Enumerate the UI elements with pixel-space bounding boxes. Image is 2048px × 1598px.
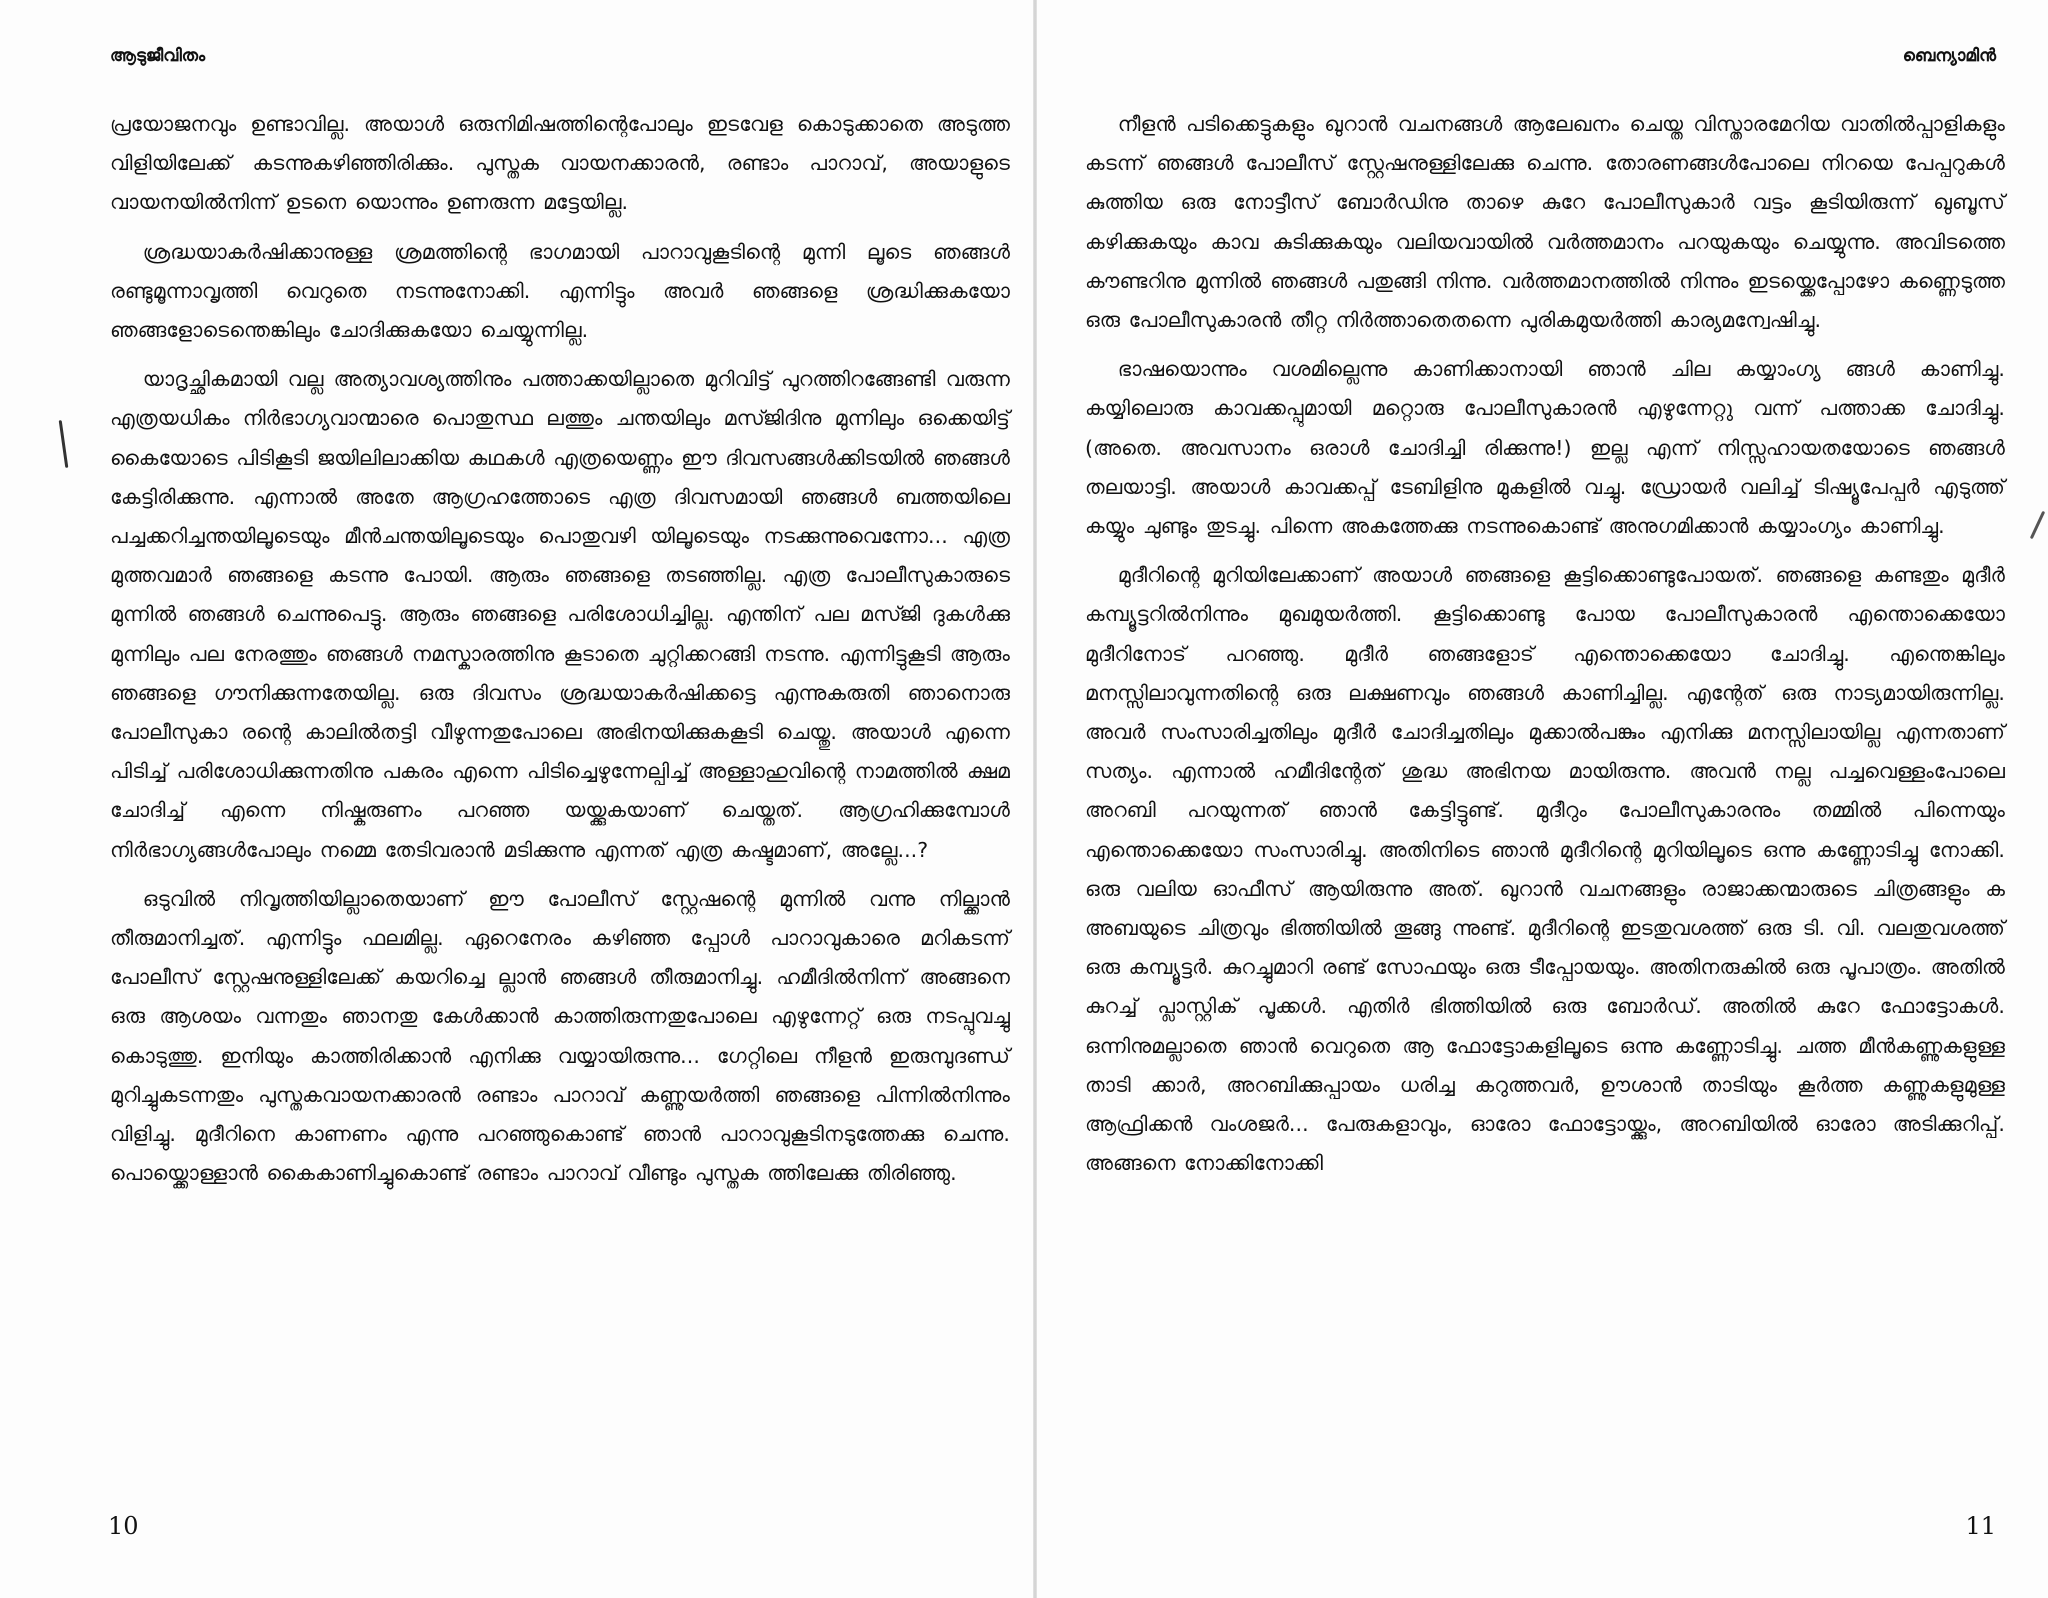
right-paragraph-2: ഭാഷയൊന്നും വശമില്ലെന്നു കാണിക്കാനായി ഞാൻ ചില കയ്യാംഗ്യ ങ്ങൾ കാണിച്ചു. കയ്യിലൊരു കാവക്കപ്പുമായി മറ്റൊരു പോലീസുകാരൻ എഴുന്നേറ്റു വന്ന് പത്താക്ക ചോദിച്ചു. (അതെ. അവസാനം ഒരാൾ ചോദിച്ചി രിക്കുന്നു!) ഇല്ല എന്ന് നിസ്സഹായതയോടെ ഞങ്ങൾ തലയാട്ടി. അയാൾ കാവക്കപ്പ് ടേബിളിനു മുകളിൽ വച്ചു. ഡ്രോയർ വലിച്ച് ടിഷ്യൂപേപ്പർ എടുത്ത് കയ്യും ചുണ്ടും തുടച്ചു. പിന്നെ അകത്തേക്കു നടന്നുകൊണ്ട് അനുഗമിക്കാൻ കയ്യാംഗ്യം കാണിച്ചു. [1085,357,2005,539]
right-paragraph-1: നീളൻ പടിക്കെട്ടുകളും ഖുറാൻ വചനങ്ങൾ ആലേഖനം ചെയ്ത വിസ്താരമേറിയ വാതിൽപ്പാളികളും കടന്ന് ഞങ്ങൾ പോലീസ് സ്റ്റേഷനുള്ളിലേക്കു ചെന്നു. തോരണങ്ങൾപോലെ നിറയെ പേപ്പറുകൾ കുത്തിയ ഒരു നോട്ടീസ് ബോർഡിനു താഴെ കുറേ പോലീസുകാർ വട്ടം കൂടിയിരുന്ന് ഖുബൂസ് കഴിക്കുകയും കാവ കുടിക്കുകയും വലിയവായിൽ വർത്തമാനം പറയുകയും ചെയ്യുന്നു. അവിടത്തെ കൗണ്ടറിനു മുന്നിൽ ഞങ്ങൾ പതുങ്ങി നിന്നു. വർത്തമാനത്തിൽ നിന്നും ഇടയ്ക്കെപ്പോഴോ കണ്ണെടുത്ത ഒരു പോലീസുകാരൻ തീറ്റ നിർത്താതെതന്നെ പുരികമുയർത്തി കാര്യമന്വേഷിച്ചു. [1085,112,2005,333]
left-paragraph-2: ശ്രദ്ധയാകർഷിക്കാനുള്ള ശ്രമത്തിന്റെ ഭാഗമായി പാറാവുകൂടിന്റെ മുന്നി ലൂടെ ഞങ്ങൾ രണ്ടുമൂന്നാവൃത്തി വെറുതെ നടന്നുനോക്കി. എന്നിട്ടും അവർ ഞങ്ങളെ ശ്രദ്ധിക്കുകയോ ഞങ്ങളോടെന്തെങ്കിലും ചോദിക്കുകയോ ചെയ്യുന്നില്ല. [110,239,1010,343]
left-paragraph-3: യാദൃച്ഛികമായി വല്ല അത്യാവശ്യത്തിനും പത്താക്കയില്ലാതെ മുറിവിട്ട് പുറത്തിറങ്ങേണ്ടി വരുന്ന എത്രയധികം നിർഭാഗ്യവാന്മാരെ പൊതുസ്ഥ ലത്തും ചന്തയിലും മസ്ജിദിനു മുന്നിലും ഒക്കെയിട്ട് കൈയോടെ പിടികൂടി ജയിലിലാക്കിയ കഥകൾ എത്രയെണ്ണം ഈ ദിവസങ്ങൾക്കിടയിൽ ഞങ്ങൾ കേട്ടിരിക്കുന്നു. എന്നാൽ അതേ ആഗ്രഹത്തോടെ എത്ര ദിവസമായി ഞങ്ങൾ ബത്തയിലെ പച്ചക്കറിച്ചന്തയിലൂടെയും മീൻചന്തയിലൂടെയും പൊതുവഴി യിലൂടെയും നടക്കുന്നുവെന്നോ... എത്ര മുത്തവമാർ ഞങ്ങളെ കടന്നു പോയി. ആരും ഞങ്ങളെ തടഞ്ഞില്ല. എത്ര പോലീസുകാരുടെ മുന്നിൽ ഞങ്ങൾ ചെന്നുപെട്ടു. ആരും ഞങ്ങളെ പരിശോധിച്ചില്ല. എന്തിന് പല മസ്ജി ദുകൾക്കു മുന്നിലും പല നേരത്തും ഞങ്ങൾ നമസ്കാരത്തിനു കൂടാതെ ചുറ്റിക്കറങ്ങി നടന്നു. എന്നിട്ടുകൂടി ആരും ഞങ്ങളെ ഗൗനിക്കുന്നതേയില്ല. ഒരു ദിവസം ശ്രദ്ധയാകർഷിക്കട്ടെ എന്നുകരുതി ഞാനൊരു പോലീസുകാ രന്റെ കാലിൽതട്ടി വീഴുന്നതുപോലെ അഭിനയിക്കുകകൂടി ചെയ്തു. അയാൾ എന്നെ പിടിച്ച് പരിശോധിക്കുന്നതിനു പകരം എന്നെ പിടിച്ചെഴുന്നേല്പിച്ച് അള്ളാഹുവിന്റെ നാമത്തിൽ ക്ഷമ ചോദിച്ച് എന്നെ നിഷ്കരുണം പറഞ്ഞ യയ്ക്കുകയാണ് ചെയ്തത്. ആഗ്രഹിക്കുമ്പോൾ നിർഭാഗ്യങ്ങൾപോലും നമ്മെ തേടിവരാൻ മടിക്കുന്നു എന്നത് എത്ര കഷ്ടമാണ്, അല്ലേ...? [110,367,1010,862]
right-page [1037,0,2048,1598]
right-text-block [1085,105,2005,1193]
right-running-head: ബെന്യാമിൻ [1902,46,1996,66]
right-page-number: 11 [1965,1512,1996,1540]
left-text-block [110,105,1010,1203]
left-running-head: ആടുജീവിതം [110,46,206,66]
left-page-number: 10 [108,1512,139,1540]
right-paragraph-3: മുദീറിന്റെ മുറിയിലേക്കാണ് അയാൾ ഞങ്ങളെ കൂട്ടിക്കൊണ്ടുപോയത്. ഞങ്ങളെ കണ്ടതും മുദീർ കമ്പ്യൂട്ടറിൽനിന്നും മുഖമുയർത്തി. കൂട്ടിക്കൊണ്ടു പോയ പോലീസുകാരൻ എന്തൊക്കെയോ മുദീറിനോട് പറഞ്ഞു. മുദീർ ഞങ്ങളോട് എന്തൊക്കെയോ ചോദിച്ചു. എന്തെങ്കിലും മനസ്സിലാവുന്നതിന്റെ ഒരു ലക്ഷണവും ഞങ്ങൾ കാണിച്ചില്ല. എന്റേത് ഒരു നാട്യമായിരുന്നില്ല. അവർ സംസാരിച്ചതിലും മുദീർ ചോദിച്ചതിലും മുക്കാൽപങ്കും എനിക്കു മനസ്സിലായില്ല എന്നതാണ് സത്യം. എന്നാൽ ഹമീദിന്റേത് ശുദ്ധ അഭിനയ മായിരുന്നു. അവൻ നല്ല പച്ചവെള്ളംപോലെ അറബി പറയുന്നത് ഞാൻ കേട്ടിട്ടുണ്ട്. മുദീറും പോലീസുകാരനും തമ്മിൽ പിന്നെയും എന്തൊക്കെയോ സംസാരിച്ചു. അതിനിടെ ഞാൻ മുദീറിന്റെ മുറിയിലൂടെ ഒന്നു കണ്ണോടിച്ചു നോക്കി. ഒരു വലിയ ഓഫീസ് ആയിരുന്നു അത്. ഖുറാൻ വചനങ്ങളും രാജാക്കന്മാരുടെ ചിത്രങ്ങളും ക അബയുടെ ചിത്രവും ഭിത്തിയിൽ തൂങ്ങു ന്നുണ്ട്. മുദീറിന്റെ ഇടതുവശത്ത് ഒരു ടി. വി. വലതുവശത്ത് ഒരു കമ്പ്യൂട്ടർ. കുറച്ചുമാറി രണ്ട് സോഫയും ഒരു ടീപ്പോയയും. അതിനരുകിൽ ഒരു പൂപാത്രം. അതിൽ കുറച്ച് പ്ലാസ്റ്റിക് പൂക്കൾ. എതിർ ഭിത്തിയിൽ ഒരു ബോർഡ്. അതിൽ കുറേ ഫോട്ടോകൾ. ഒന്നിനുമല്ലാതെ ഞാൻ വെറുതെ ആ ഫോട്ടോകളിലൂടെ ഒന്നു കണ്ണോടിച്ചു. ചത്ത മീൻകണ്ണുകളുള്ള താടി ക്കാർ, അറബിക്കുപ്പായം ധരിച്ച കറുത്തവർ, ഊശാൻ താടിയും കൂർത്ത കണ്ണുകളുമുള്ള ആഫ്രിക്കൻ വംശജർ... പേരുകളാവും, ഓരോ ഫോട്ടോയ്ക്കും, അറബിയിൽ ഓരോ അടിക്കുറിപ്പ്. അങ്ങനെ നോക്കിനോക്കി [1085,563,2005,1176]
left-paragraph-1: പ്രയോജനവും ഉണ്ടാവില്ല. അയാൾ ഒരുനിമിഷത്തിന്റെപോലും ഇടവേള കൊടുക്കാതെ അടുത്ത വിളിയിലേക്ക് കടന്നുകഴിഞ്ഞിരിക്കും. പുസ്തക വായനക്കാരൻ, രണ്ടാം പാറാവ്, അയാളുടെ വായനയിൽനിന്ന് ഉടനെ യൊന്നും ഉണരുന്ന മട്ടേയില്ല. [110,112,1010,215]
pen-mark [59,420,69,468]
left-paragraph-4: ഒടുവിൽ നിവൃത്തിയില്ലാതെയാണ് ഈ പോലീസ് സ്റ്റേഷന്റെ മുന്നിൽ വന്നു നില്ക്കാൻ തീരുമാനിച്ചത്. എന്നിട്ടും ഫലമില്ല. ഏറെനേരം കഴിഞ്ഞ പ്പോൾ പാറാവുകാരെ മറികടന്ന് പോലീസ് സ്റ്റേഷനുള്ളിലേക്ക് കയറിച്ചെ ല്ലാൻ ഞങ്ങൾ തീരുമാനിച്ചു. ഹമീദിൽനിന്ന് അങ്ങനെ ഒരു ആശയം വന്നതും ഞാനതു കേൾക്കാൻ കാത്തിരുന്നതുപോലെ എഴുന്നേറ്റ് ഒരു നടപ്പുവച്ചു കൊടുത്തു. ഇനിയും കാത്തിരിക്കാൻ എനിക്കു വയ്യായിരുന്നു... ഗേറ്റിലെ നീളൻ ഇരുമ്പുദണ്ഡ് മുറിച്ചുകടന്നതും പുസ്തകവായനക്കാരൻ രണ്ടാം പാറാവ് കണ്ണുയർത്തി ഞങ്ങളെ പിന്നിൽനിന്നും വിളിച്ചു. മുദീറിനെ കാണണം എന്നു പറഞ്ഞുകൊണ്ട് ഞാൻ പാറാവുകൂടിനടുത്തേക്കു ചെന്നു. പൊയ്ക്കൊള്ളാൻ കൈകാണിച്ചുകൊണ്ട് രണ്ടാം പാറാവ് വീണ്ടും പുസ്തക ത്തിലേക്കു തിരിഞ്ഞു. [110,886,1010,1186]
